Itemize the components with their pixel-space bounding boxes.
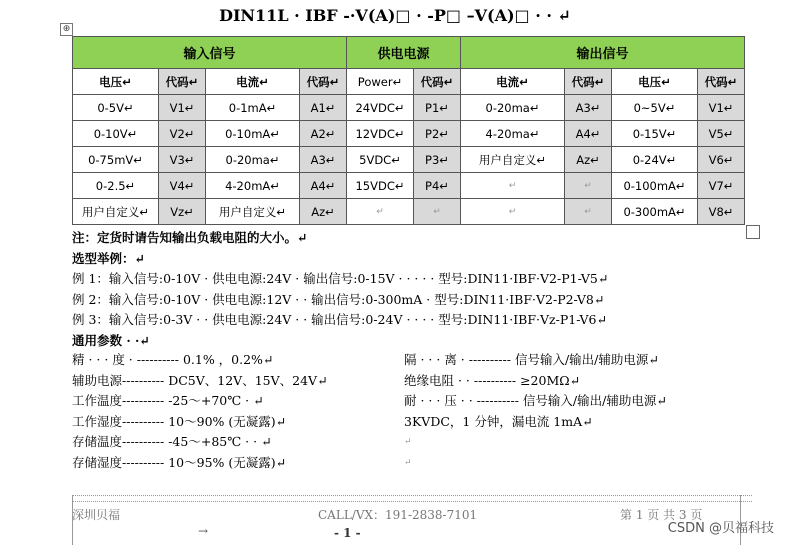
- header-code: 代码↵: [159, 69, 206, 95]
- selection-notes: [72, 228, 608, 351]
- table-cell: 0-5V↵: [73, 95, 159, 121]
- param-row: [72, 453, 752, 474]
- table-cell: ↵: [414, 199, 461, 225]
- group-input-signal: 输入信号: [73, 37, 347, 69]
- page-number: - 1 -: [334, 526, 361, 540]
- table-row: [73, 173, 745, 199]
- table-cell: 用户自定义↵: [461, 147, 565, 173]
- table-cell: 0-10mA↵: [206, 121, 300, 147]
- param-left: 存储温度---------- -45～+85℃ · · ↵: [72, 434, 272, 449]
- footer-divider: [72, 495, 752, 496]
- param-right: 耐 · · · 压 · · ---------- 信号输入/输出/辅助电源↵: [404, 393, 667, 408]
- table-cell: 用户自定义↵: [73, 199, 159, 225]
- footer-company: 深圳贝福: [72, 508, 121, 522]
- footer-page-count: 第 1 页 共 3 页: [620, 508, 703, 522]
- table-cell: P4↵: [414, 173, 461, 199]
- param-left: 辅助电源---------- DC5V、12V、15V、24V↵: [72, 372, 328, 388]
- table-cell: A3↵: [565, 95, 612, 121]
- table-cell: 0-20ma↵: [461, 95, 565, 121]
- table-cell: A3↵: [300, 147, 347, 173]
- table-cell: 0-20ma↵: [206, 147, 300, 173]
- order-note: 注：定货时请告知输出负载电阻的大小。↵: [72, 230, 308, 245]
- table-cell: V1↵: [698, 95, 745, 121]
- param-right: 隔 · · · 离 · ---------- 信号输入/输出/辅助电源↵: [404, 352, 659, 367]
- table-cell: ↵: [565, 173, 612, 199]
- general-parameters: [72, 350, 752, 473]
- table-cell: Az↵: [565, 147, 612, 173]
- table-cell: 0-75mV↵: [73, 147, 159, 173]
- param-right: 3KVDC，1 分钟，漏电流 1mA↵: [404, 413, 593, 429]
- header-input-voltage: 电压↵: [73, 69, 159, 95]
- table-cell: Az↵: [300, 199, 347, 225]
- header-code: 代码↵: [565, 69, 612, 95]
- table-cell: 5VDC↵: [347, 147, 414, 173]
- examples-heading: 选型举例：↵: [72, 250, 145, 266]
- table-cell: ↵: [565, 199, 612, 225]
- table-cell: ↵: [461, 199, 565, 225]
- param-row: [72, 371, 752, 392]
- table-cell: Vz↵: [159, 199, 206, 225]
- header-output-current: 电流↵: [461, 69, 565, 95]
- param-row: [72, 432, 752, 453]
- table-cell: P3↵: [414, 147, 461, 173]
- table-cell: 0-300mA↵: [612, 199, 698, 225]
- table-cell: 24VDC↵: [347, 95, 414, 121]
- table-cell: P1↵: [414, 95, 461, 121]
- param-left: 存储湿度---------- 10～95% (无凝露)↵: [72, 454, 287, 470]
- example-line: 例 2：输入信号:0-10V · 供电电源:12V · · 输出信号:0-300mA · 型号:DIN11·IBF·V2-P2-V8↵: [72, 291, 605, 307]
- table-cell: 用户自定义↵: [206, 199, 300, 225]
- footer-contact: CALL/VX：191-2838-7101: [318, 508, 478, 522]
- table-cell: 0-15V↵: [612, 121, 698, 147]
- table-row: [73, 95, 745, 121]
- header-code: 代码↵: [300, 69, 347, 95]
- footer-divider: [72, 501, 752, 502]
- param-right: ↵: [404, 457, 412, 468]
- table-cell: A4↵: [565, 121, 612, 147]
- table-row: [73, 121, 745, 147]
- table-cell: 0-10V↵: [73, 121, 159, 147]
- group-power-supply: 供电电源: [347, 37, 461, 69]
- table-cell: 12VDC↵: [347, 121, 414, 147]
- param-left: 工作湿度---------- 10～90% (无凝露)↵: [72, 413, 287, 429]
- tab-arrow-icon: →: [198, 524, 209, 538]
- table-cell: 15VDC↵: [347, 173, 414, 199]
- table-resize-handle[interactable]: [746, 225, 760, 239]
- table-cell: V4↵: [159, 173, 206, 199]
- group-output-signal: 输出信号: [461, 37, 745, 69]
- table-cell: ↵: [347, 199, 414, 225]
- table-cell: 0-24V↵: [612, 147, 698, 173]
- table-cell: 0-100mA↵: [612, 173, 698, 199]
- params-heading: 通用参数 · ·↵: [72, 332, 150, 348]
- param-row: [72, 412, 752, 433]
- table-cell: A4↵: [300, 173, 347, 199]
- column-header-row: [73, 69, 745, 95]
- param-left: 工作温度---------- -25～+70℃ · ↵: [72, 393, 264, 408]
- table-row: [73, 147, 745, 173]
- document-title: DIN11L · IBF -·V(A)□ · -P□ –V(A)□ · · ↵: [219, 6, 571, 25]
- example-line: 例 1：输入信号:0-10V · 供电电源:24V · 输出信号:0-15V · · · · · 型号:DIN11·IBF·V2-P1-V5↵: [72, 271, 609, 286]
- header-code: 代码↵: [414, 69, 461, 95]
- table-cell: ↵: [461, 173, 565, 199]
- header-input-current: 电流↵: [206, 69, 300, 95]
- param-right: 绝缘电阻 · · ---------- ≥20MΩ↵: [404, 372, 581, 388]
- table-cell: 4-20mA↵: [206, 173, 300, 199]
- table-cell: V2↵: [159, 121, 206, 147]
- table-cell: 0~5V↵: [612, 95, 698, 121]
- watermark: CSDN @贝福科技: [667, 521, 774, 536]
- table-cell: V7↵: [698, 173, 745, 199]
- param-row: [72, 391, 752, 412]
- header-code: 代码↵: [698, 69, 745, 95]
- header-power: Power↵: [347, 69, 414, 95]
- table-cell: A2↵: [300, 121, 347, 147]
- spec-table: [72, 36, 745, 225]
- header-output-voltage: 电压↵: [612, 69, 698, 95]
- param-right: ↵: [404, 437, 412, 447]
- table-cell: V1↵: [159, 95, 206, 121]
- group-header-row: [73, 37, 745, 69]
- table-move-handle-icon[interactable]: ⊕: [60, 23, 73, 36]
- table-cell: 0-2.5↵: [73, 173, 159, 199]
- table-cell: V6↵: [698, 147, 745, 173]
- table-cell: V3↵: [159, 147, 206, 173]
- table-cell: 0-1mA↵: [206, 95, 300, 121]
- table-cell: V5↵: [698, 121, 745, 147]
- example-line: 例 3：输入信号:0-3V · · 供电电源:24V · · 输出信号:0-24V · · · · 型号:DIN11·IBF·Vz-P1-V6↵: [72, 312, 607, 327]
- param-row: [72, 350, 752, 371]
- table-row: [73, 199, 745, 225]
- param-left: 精 · · · 度 · ---------- 0.1% ，0.2%↵: [72, 352, 274, 367]
- table-cell: 4-20ma↵: [461, 121, 565, 147]
- table-cell: V8↵: [698, 199, 745, 225]
- table-cell: P2↵: [414, 121, 461, 147]
- table-cell: A1↵: [300, 95, 347, 121]
